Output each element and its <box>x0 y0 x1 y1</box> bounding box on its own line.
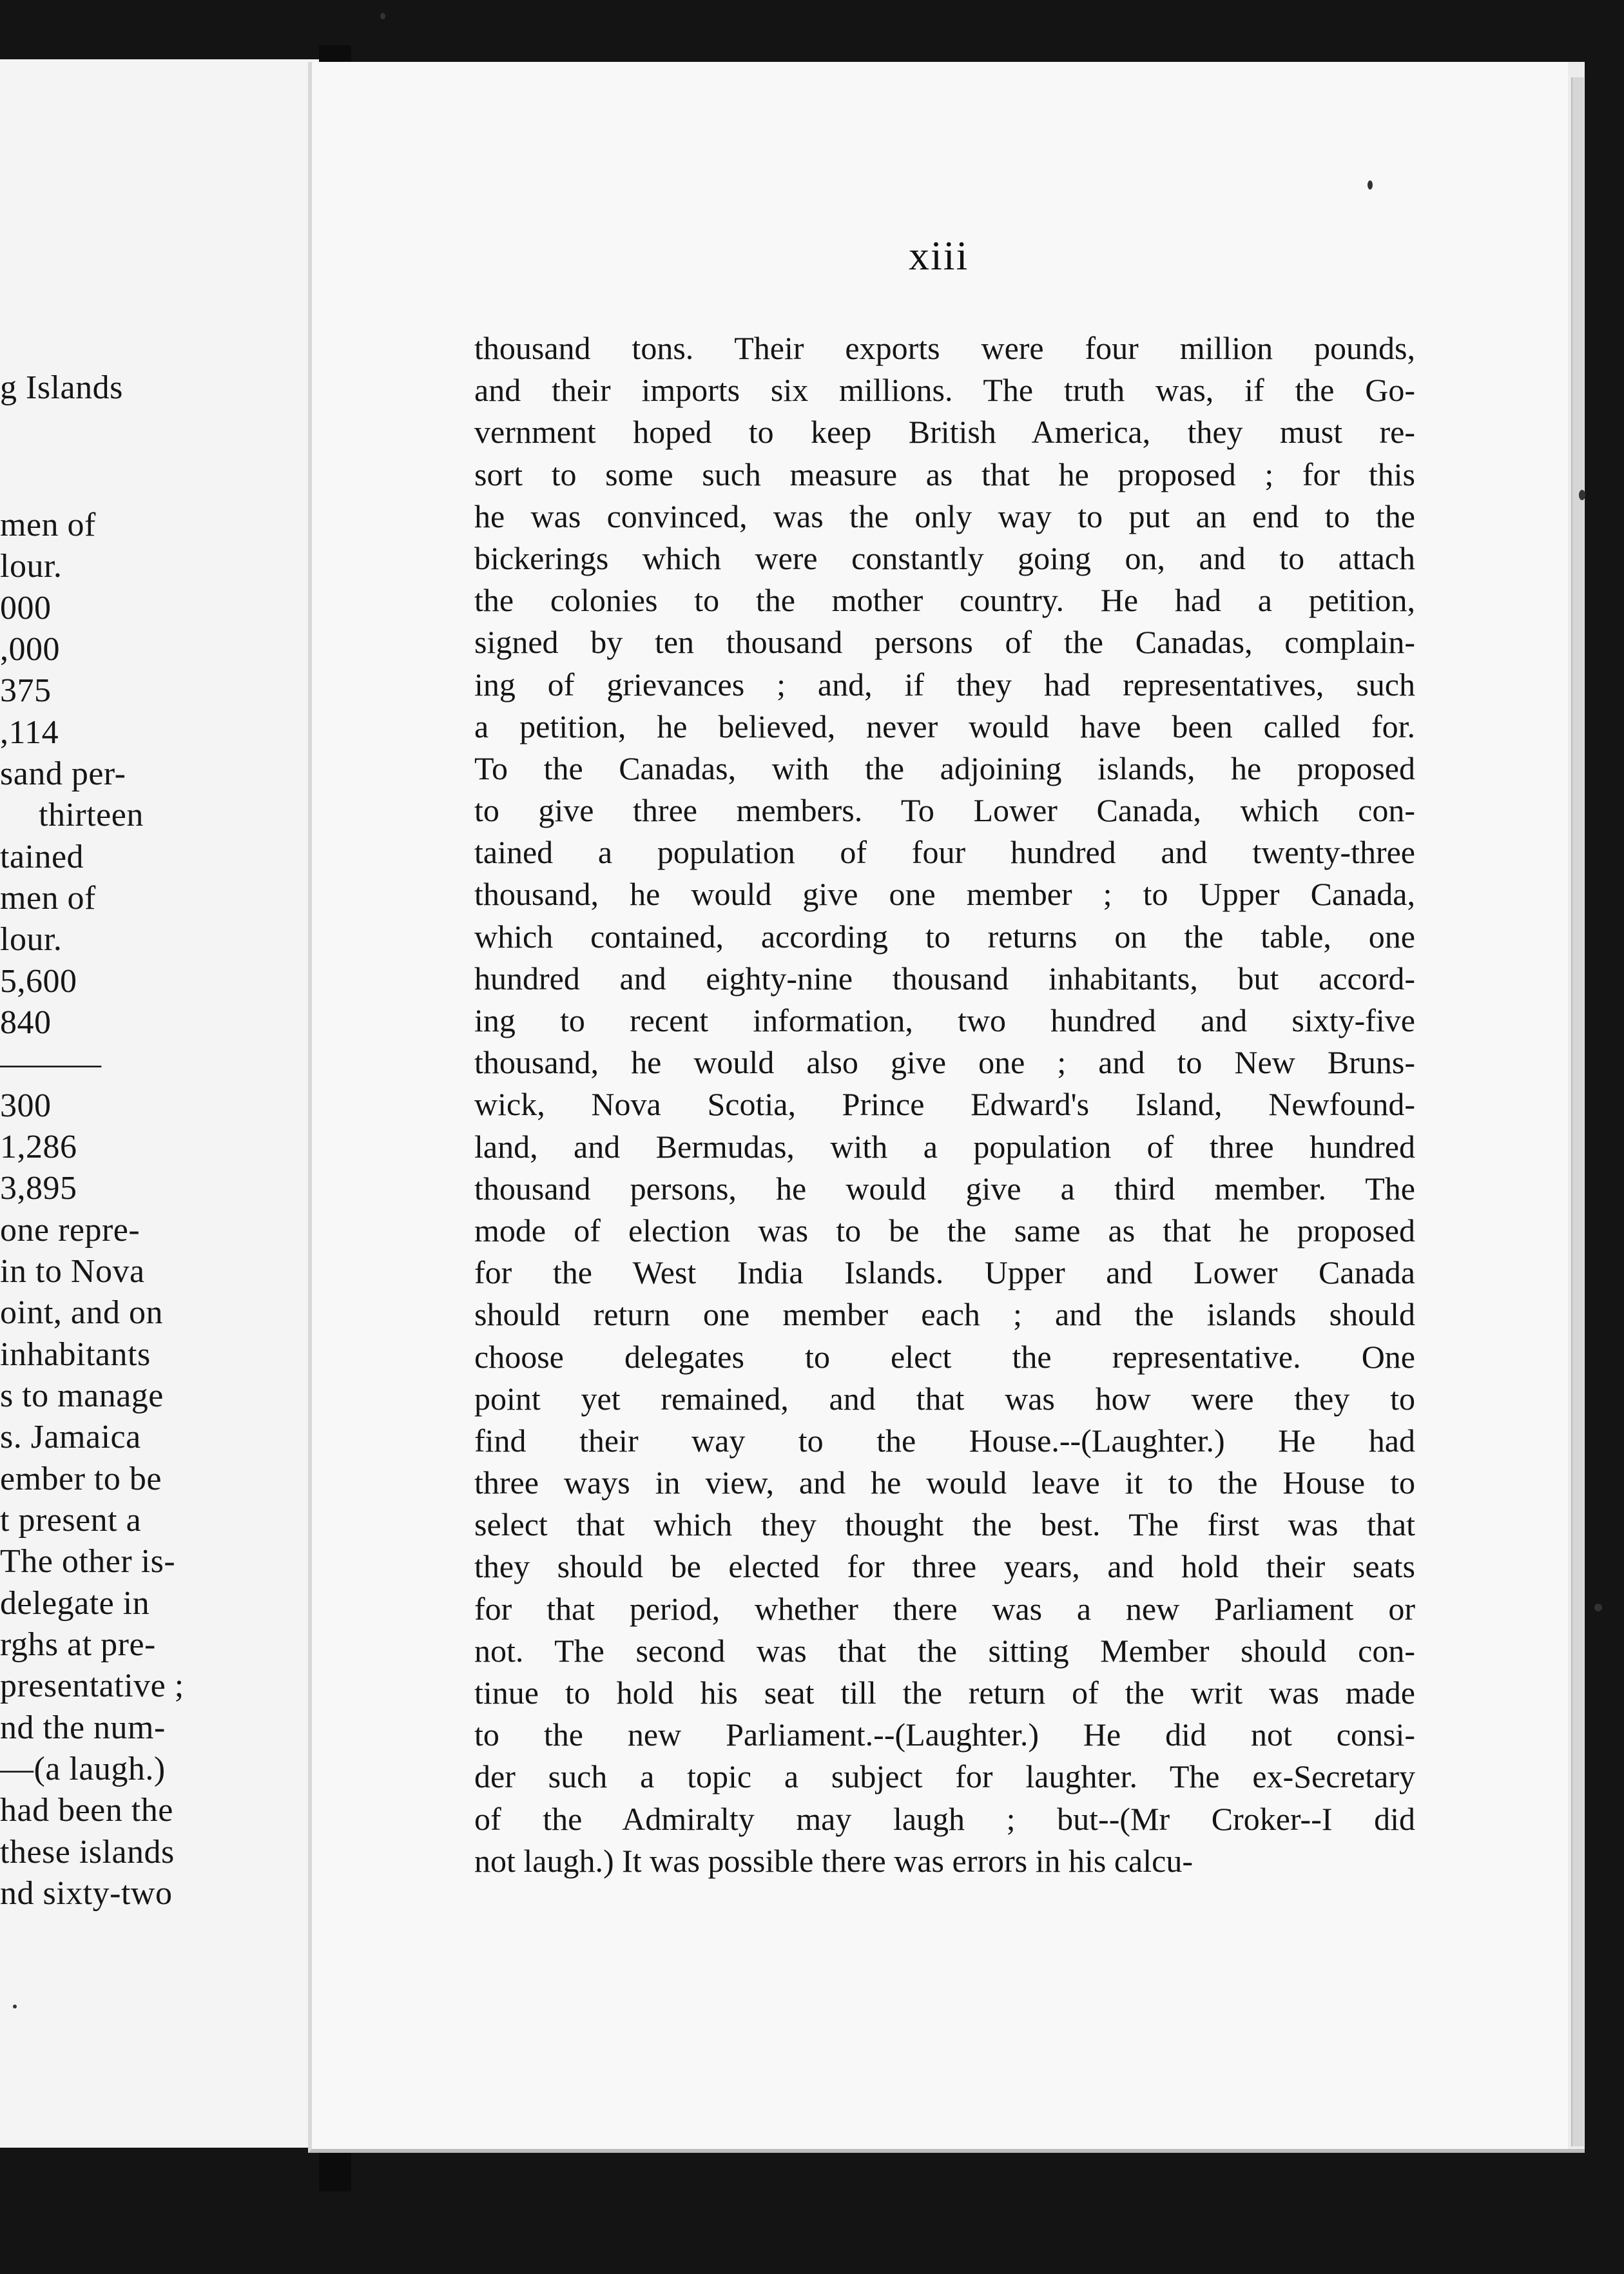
left-page-line: 840 <box>0 1004 52 1041</box>
text-line: which contained, according to returns on the table, one <box>474 918 1415 955</box>
left-page-line: 300 <box>0 1087 52 1124</box>
scan-speck <box>13 2005 17 2008</box>
left-page-line: men of <box>0 507 96 543</box>
text-line: tained a population of four hundred and twenty-three <box>474 834 1415 871</box>
facing-page-left <box>0 59 322 2148</box>
left-page-line: 3,895 <box>0 1170 77 1207</box>
left-page-line: inhabitants <box>0 1336 151 1373</box>
left-page-line: The other is- <box>0 1543 176 1580</box>
left-page-line: sand per- <box>0 755 126 792</box>
scan-speck <box>380 13 385 19</box>
text-line: thousand persons, he would give a third member. The <box>474 1170 1415 1207</box>
left-page-line: rghs at pre- <box>0 1626 156 1663</box>
left-page-line: in to Nova <box>0 1253 145 1290</box>
text-line: he was convinced, was the only way to put an end to the <box>474 498 1415 534</box>
body-text <box>474 327 1415 1882</box>
text-line: find their way to the House.--(Laughter.) He had <box>474 1422 1415 1459</box>
text-line: ing of grievances ; and, if they had representatives, such <box>474 666 1415 703</box>
text-line: choose delegates to elect the representative. One <box>474 1338 1415 1375</box>
left-page-line: men of <box>0 880 96 917</box>
text-line: and their imports six millions. The truth was, if the Go- <box>474 372 1415 409</box>
left-page-line: tained <box>0 839 84 875</box>
scan-speck <box>1594 1604 1602 1611</box>
left-page-line: presentative ; <box>0 1667 184 1704</box>
text-line: a petition, he believed, never would have been called for. <box>474 708 1415 744</box>
left-page-line: ember to be <box>0 1461 162 1497</box>
text-line: three ways in view, and he would leave it to the House to <box>474 1464 1415 1501</box>
scan-speck <box>1368 180 1373 190</box>
left-page-line: 1,286 <box>0 1129 77 1165</box>
text-line: tinue to hold his seat till the return of the writ was made <box>474 1675 1415 1711</box>
text-line: to give three members. To Lower Canada, which con- <box>474 792 1415 829</box>
text-line: point yet remained, and that was how were they to <box>474 1380 1415 1417</box>
left-page-line: lour. <box>0 921 63 958</box>
text-line: select that which they thought the best. The first was that <box>474 1506 1415 1543</box>
text-line: to the new Parliament.--(Laughter.) He did not consi- <box>474 1716 1415 1753</box>
left-page-line: —(a laugh.) <box>0 1751 166 1787</box>
text-line: for that period, whether there was a new Parliament or <box>474 1590 1415 1627</box>
left-page-line: 375 <box>0 672 52 709</box>
scan-speck <box>1579 490 1585 500</box>
left-page-line: nd sixty-two <box>0 1875 173 1912</box>
page-edge <box>1571 77 1584 2146</box>
text-line: of the Admiralty may laugh ; but--(Mr Croker--I did <box>474 1800 1415 1837</box>
text-line: signed by ten thousand persons of the Canadas, complain- <box>474 624 1415 661</box>
left-page-line: g Islands <box>0 369 123 406</box>
left-page-line: 5,600 <box>0 963 77 1000</box>
text-line: thousand, he would also give one ; and to New Bruns- <box>474 1044 1415 1081</box>
text-line: land, and Bermudas, with a population of three hundred <box>474 1128 1415 1165</box>
left-page-line: delegate in <box>0 1585 150 1622</box>
left-page-line: these islands <box>0 1834 175 1871</box>
text-line: ing to recent information, two hundred and sixty-five <box>474 1002 1415 1038</box>
left-page-line: lour. <box>0 548 63 585</box>
left-page-line: ,000 <box>0 631 60 668</box>
left-page-line: oint, and on <box>0 1294 163 1331</box>
text-line: should return one member each ; and the islands should <box>474 1296 1415 1333</box>
left-page-line: ,114 <box>0 714 59 751</box>
text-line: der such a topic a subject for laughter. The ex-Secretary <box>474 1758 1415 1795</box>
text-line: not. The second was that the sitting Member should con- <box>474 1632 1415 1669</box>
text-line: hundred and eighty-nine thousand inhabitants, but accord- <box>474 960 1415 996</box>
left-page-line: one repre- <box>0 1212 140 1249</box>
left-page-line: t present a <box>0 1502 142 1539</box>
left-page-line: had been the <box>0 1792 173 1829</box>
text-line: thousand tons. Their exports were four million pounds, <box>474 330 1415 366</box>
text-line: wick, Nova Scotia, Prince Edward's Island, Newfound- <box>474 1086 1415 1123</box>
page-number: xiii <box>909 233 969 278</box>
text-line: the colonies to the mother country. He had a petition, <box>474 582 1415 619</box>
text-line: bickerings which were constantly going on, and to attach <box>474 539 1415 576</box>
left-page-line: s to manage <box>0 1377 164 1414</box>
left-page-line: nd the num- <box>0 1709 166 1746</box>
left-page-line: 000 <box>0 590 52 627</box>
text-line: mode of election was to be the same as that he proposed <box>474 1212 1415 1249</box>
left-page-line: ——— <box>0 1045 102 1082</box>
text-line: vernment hoped to keep British America, they must re- <box>474 414 1415 451</box>
text-line: sort to some such measure as that he proposed ; for this <box>474 456 1415 492</box>
text-line: they should be elected for three years, and hold their seats <box>474 1548 1415 1585</box>
left-page-line: s. Jamaica <box>0 1419 141 1455</box>
text-line: not laugh.) It was possible there was errors in his calcu- <box>474 1842 1193 1879</box>
text-line: thousand, he would give one member ; to Upper Canada, <box>474 876 1415 913</box>
text-line: To the Canadas, with the adjoining islands, he proposed <box>474 750 1415 786</box>
left-page-line: thirteen <box>39 797 144 833</box>
text-line: for the West India Islands. Upper and Lower Canada <box>474 1254 1415 1291</box>
